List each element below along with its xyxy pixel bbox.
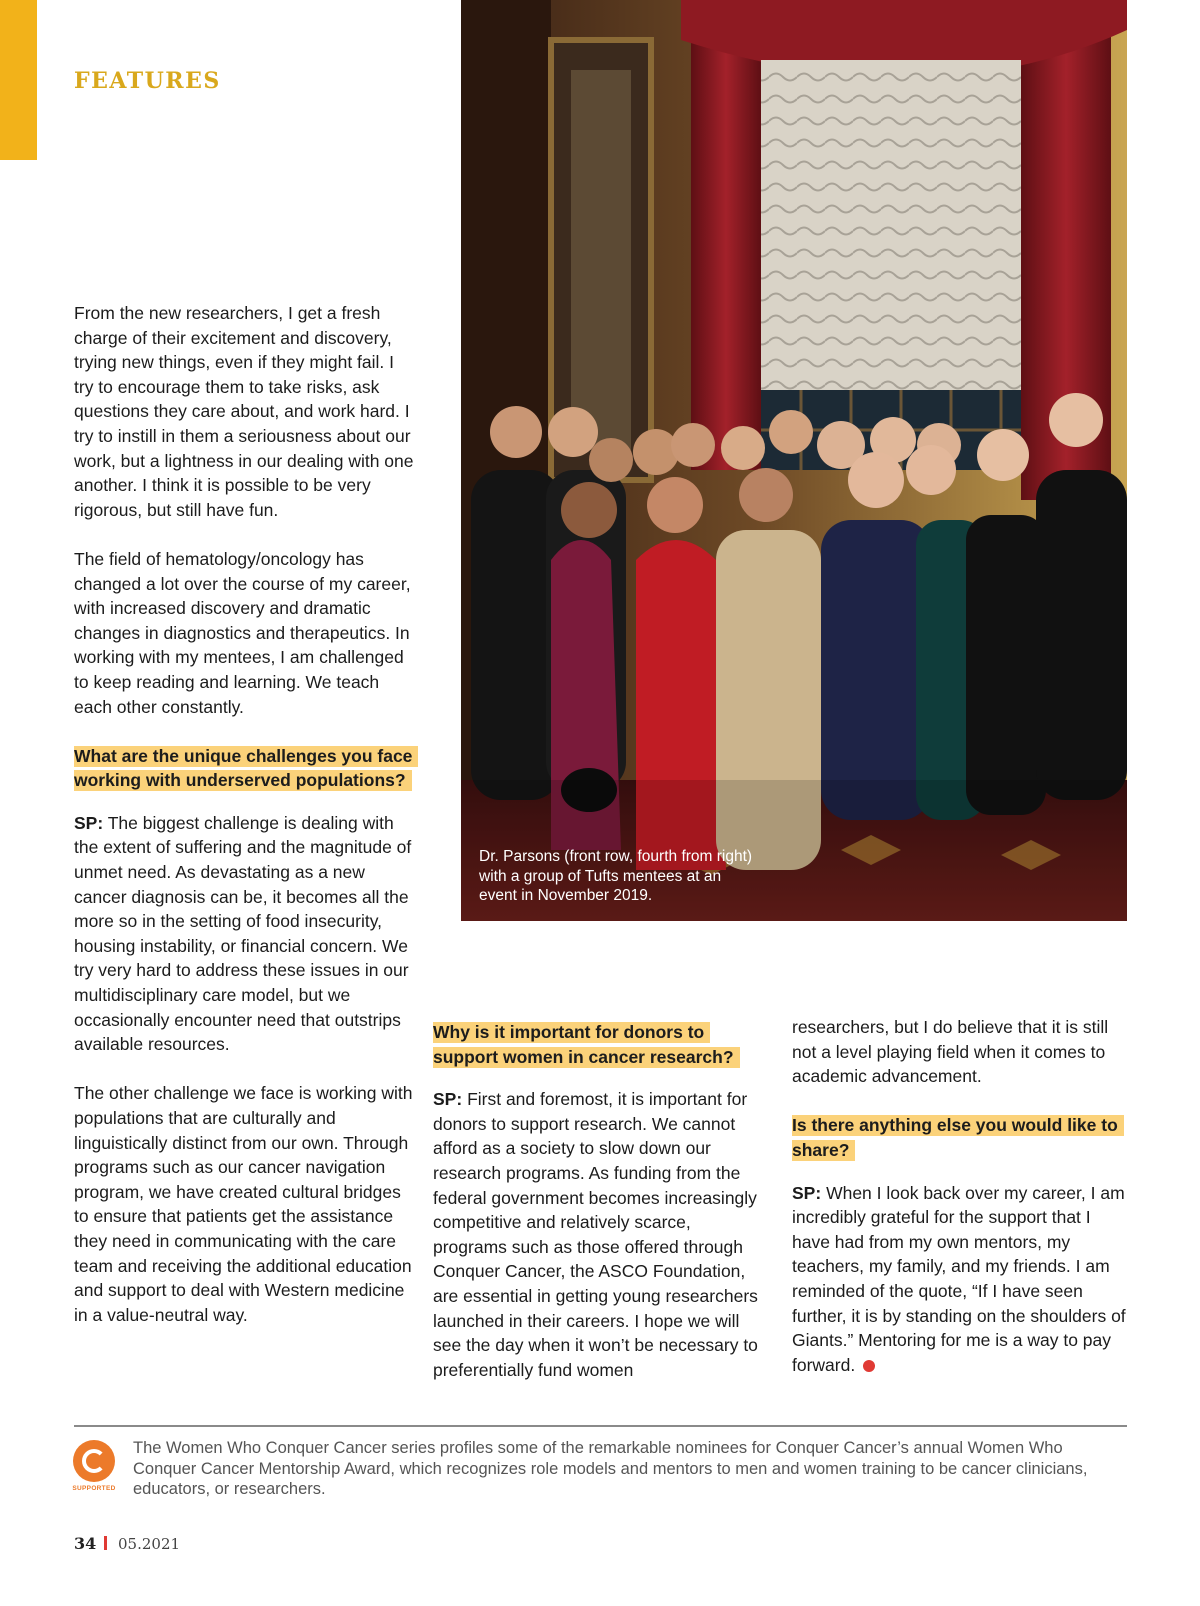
paragraph: researchers, but I do believe that it is still not a level playing field when it comes to academic advancement. (792, 1017, 1109, 1087)
question-heading: Why is it important for donors to support women in cancer research? (433, 1020, 769, 1069)
accent-bar (0, 0, 37, 160)
conquer-cancer-logo-icon (73, 1440, 115, 1482)
end-mark-icon (863, 1360, 875, 1372)
speaker-initials: SP: (433, 1089, 463, 1110)
paragraph: The field of hematology/oncology has changed a lot over the course of my career, with increased discovery and dramatic changes in diagnostics and therapeutics. In working with my mentees, I am challenged to keep reading and learning. We teach each other constantly. (74, 548, 411, 717)
question-heading: What are the unique challenges you face working with underserved populations? (74, 744, 414, 793)
speaker-initials: SP: (74, 812, 104, 833)
right-column (792, 1015, 1128, 1402)
paragraph: From the new researchers, I get a fresh charge of their excitement and discovery, trying new things, even if they might fail. I try to encourage them to take risks, ask questions they care about, and work hard. I try to instill in them a seriousness about our work, but a lightness in our dealing with one another. I think it is possible to be very rigorous, but still have fun. (74, 303, 414, 520)
answer-paragraph: SP: The biggest challenge is dealing with the extent of suffering and the magnitude of unmet need. As devastating as a new cancer diagnosis can be, it becomes all the more so in the setting of food insecurity, housing instability, or financial concern. We try very hard to address these issues in our multidisciplinary care model, but we occasionally encounter need that outstrips available resources. (74, 812, 412, 1055)
photo-caption: Dr. Parsons (front row, fourth from right) with a group of Tufts mentees at an event in November 2019. (479, 848, 753, 904)
page-separator (104, 1536, 107, 1550)
speaker-initials: SP: (792, 1182, 822, 1203)
question-heading: Is there anything else you would like to share? (792, 1113, 1128, 1162)
footer-divider (74, 1425, 1127, 1427)
section-label: FEATURES (74, 68, 221, 94)
left-column (74, 301, 414, 1352)
supported-badge (72, 1440, 116, 1492)
answer-paragraph: SP: First and foremost, it is important for donors to support research. We cannot afford as a society to slow down our research programs. As funding from the federal government becomes increasingly competitive and relatively scarce, programs such as those offered through Conquer Cancer, the ASCO Foundation, are essential in getting young researchers launched in their careers. I hope we will see the day when it won’t be necessary to preferentially fund women (433, 1089, 758, 1380)
middle-column (433, 1020, 769, 1407)
footer-note: The Women Who Conquer Cancer series profiles some of the remarkable nominees for Conquer Cancer’s annual Women Who Conquer Cancer Mentorship Award, which recognizes role models and mentors to men and women training to be cancer clinicians, educators, or researchers. (133, 1439, 1088, 1498)
issue-date: 05.2021 (118, 1535, 181, 1553)
badge-label: SUPPORTED (72, 1485, 116, 1492)
paragraph: The other challenge we face is working with populations that are culturally and linguistically distinct from our own. Through programs such as our cancer navigation program, we have created cultural bridges to ensure that patients get the assistance they need in communicating with the care team and receiving the additional education and support to deal with Western medicine in a value-neutral way. (74, 1083, 413, 1325)
page-number: 34 (74, 1534, 97, 1553)
event-photo (461, 0, 1127, 921)
answer-paragraph: SP: When I look back over my career, I am incredibly grateful for the support that I have had from my own mentors, my teachers, my family, and my friends. I am reminded of the quote, “If I have seen further, it is by standing on the shoulders of Giants.” Mentoring for me is a way to pay forward. (792, 1182, 1126, 1375)
